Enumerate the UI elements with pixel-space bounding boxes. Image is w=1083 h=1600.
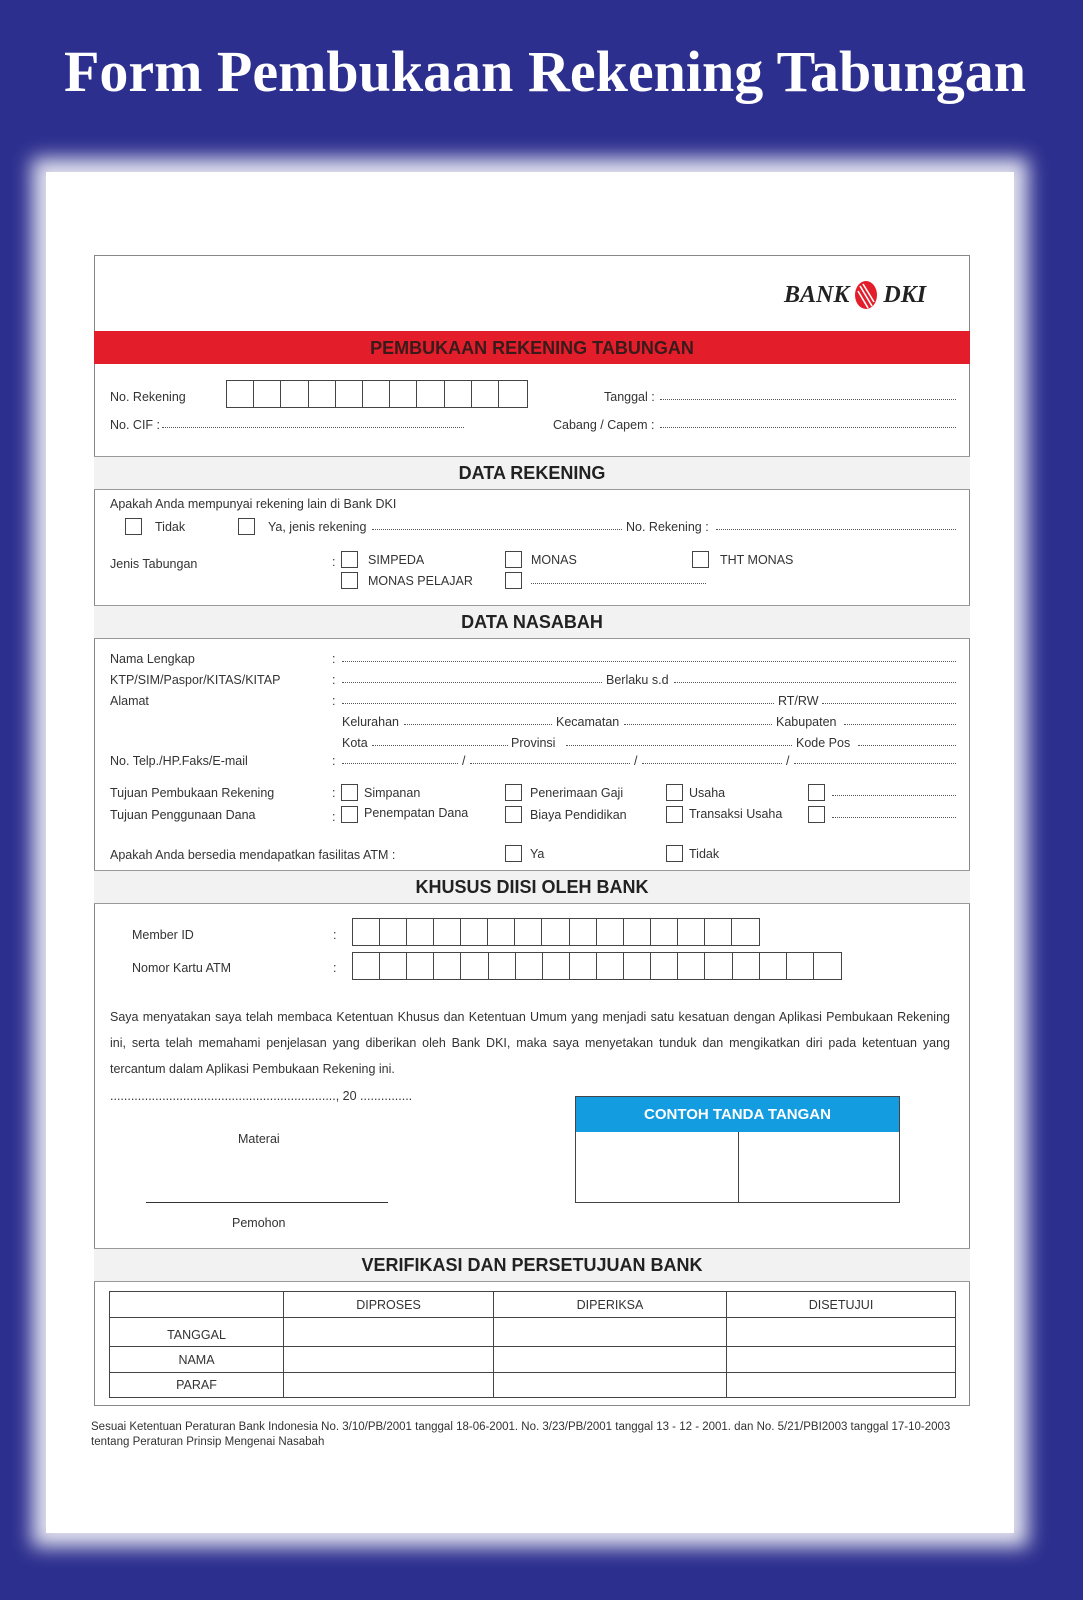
ya-checkbox[interactable] <box>238 518 255 535</box>
kelurahan-field[interactable] <box>404 723 552 725</box>
row-header: PARAF <box>110 1373 284 1398</box>
form-title-bar: PEMBUKAAN REKENING TABUNGAN <box>94 331 970 364</box>
bank-dki-logo <box>784 280 926 310</box>
kota-field[interactable] <box>372 744 508 746</box>
simpanan-checkbox[interactable] <box>341 784 358 801</box>
telp-label: No. Telp./HP.Faks/E-mail <box>110 754 248 768</box>
kabupaten-field[interactable] <box>844 723 956 725</box>
no-cif-field[interactable] <box>162 426 464 428</box>
transaksi-usaha-label: Transaksi Usaha <box>689 807 783 821</box>
biaya-pendidikan-checkbox[interactable] <box>505 806 522 823</box>
section-data-rekening: DATA REKENING <box>94 456 970 490</box>
monas-label: MONAS <box>531 553 577 567</box>
no-rekening-label: No. Rekening <box>110 390 186 404</box>
kodepos-field[interactable] <box>858 744 956 746</box>
other-no-rekening-field[interactable] <box>716 528 956 530</box>
atm-tidak-checkbox[interactable] <box>666 845 683 862</box>
slash: / <box>462 754 466 768</box>
alamat-field[interactable] <box>342 702 774 704</box>
other-tujuan-field[interactable] <box>832 794 956 796</box>
hp-field[interactable] <box>470 762 630 764</box>
kecamatan-label: Kecamatan <box>556 715 620 729</box>
colon: : <box>332 786 336 800</box>
statement-text: Saya menyatakan saya telah membaca Ketentuan Khusus dan Ketentuan Umum yang menjadi satu kesatuan dengan Aplikasi Pembukaan Rekening ini, serta telah memahami penjelasan yang diberikan oleh Bank DKI, maka saya menyetakan tunduk dan mengikatkan diri pada ketentuan yang tercantum dalam Aplikasi Pembukaan Rekening ini. <box>110 1010 950 1076</box>
column-header: DISETUJUI <box>727 1292 956 1318</box>
colon: : <box>332 673 336 687</box>
kartu-atm-label: Nomor Kartu ATM <box>132 961 232 975</box>
colon: : <box>332 754 336 768</box>
tidak-checkbox[interactable] <box>125 518 142 535</box>
no-cif-label: No. CIF : <box>110 418 161 432</box>
kartu-atm-boxes[interactable] <box>352 952 842 980</box>
other-account-question: Apakah Anda mempunyai rekening lain di Bank DKI <box>110 497 397 511</box>
simpeda-checkbox[interactable] <box>341 551 358 568</box>
sample-signature-header: CONTOH TANDA TANGAN <box>576 1097 899 1132</box>
colon: : <box>333 961 337 975</box>
logo-emblem-icon <box>853 280 879 310</box>
tujuan-penggunaan-label: Tujuan Penggunaan Dana <box>110 808 256 822</box>
table-cell[interactable] <box>494 1318 727 1347</box>
penempatan-dana-label: Penempatan Dana <box>364 806 469 820</box>
penerimaan-gaji-label: Penerimaan Gaji <box>530 786 624 800</box>
nama-label: Nama Lengkap <box>110 652 195 666</box>
page-title: Form Pembukaan Rekening Tabungan <box>63 39 1027 104</box>
table-cell[interactable] <box>494 1347 727 1373</box>
rtrw-field[interactable] <box>822 702 956 704</box>
colon: : <box>333 928 337 942</box>
atm-tidak-label: Tidak <box>689 847 720 861</box>
table-cell[interactable] <box>284 1318 494 1347</box>
provinsi-field[interactable] <box>566 744 792 746</box>
row-header: NAMA <box>110 1347 284 1373</box>
cabang-label: Cabang / Capem : <box>553 418 655 432</box>
table-cell[interactable] <box>727 1318 956 1347</box>
jenis-tabungan-label: Jenis Tabungan <box>110 557 198 571</box>
email-field[interactable] <box>794 762 956 764</box>
monas-pelajar-label: MONAS PELAJAR <box>368 574 473 588</box>
provinsi-label: Provinsi <box>511 736 556 750</box>
table-cell[interactable] <box>727 1373 956 1398</box>
slash: / <box>634 754 638 768</box>
other-penggunaan-field[interactable] <box>832 816 956 818</box>
atm-ya-label: Ya <box>530 847 545 861</box>
signature-divider <box>738 1132 739 1202</box>
penerimaan-gaji-checkbox[interactable] <box>505 784 522 801</box>
signature-line <box>146 1202 388 1203</box>
atm-question: Apakah Anda bersedia mendapatkan fasilitas ATM : <box>110 848 396 862</box>
cabang-field[interactable] <box>660 426 956 428</box>
table-cell[interactable] <box>727 1347 956 1373</box>
kota-label: Kota <box>342 736 368 750</box>
table-cell[interactable] <box>284 1373 494 1398</box>
no-rekening-boxes[interactable] <box>226 380 528 408</box>
berlaku-label: Berlaku s.d <box>606 673 669 687</box>
logo-text-bank: BANK <box>784 281 850 308</box>
empty-cell <box>110 1292 284 1318</box>
atm-ya-checkbox[interactable] <box>505 845 522 862</box>
colon: : <box>332 810 336 824</box>
verification-table <box>109 1291 956 1398</box>
member-id-label: Member ID <box>132 928 194 942</box>
jenis-rekening-field[interactable] <box>372 528 622 530</box>
usaha-checkbox[interactable] <box>666 784 683 801</box>
section-khusus-bank: KHUSUS DIISI OLEH BANK <box>94 870 970 904</box>
section-verifikasi: VERIFIKASI DAN PERSETUJUAN BANK <box>94 1248 970 1282</box>
logo-text-dki: DKI <box>883 281 927 308</box>
telp-field[interactable] <box>342 762 458 764</box>
tht-monas-checkbox[interactable] <box>692 551 709 568</box>
kabupaten-label: Kabupaten <box>776 715 837 729</box>
penempatan-dana-checkbox[interactable] <box>341 806 358 823</box>
other-tabungan-checkbox[interactable] <box>505 572 522 589</box>
simpeda-label: SIMPEDA <box>368 553 425 567</box>
nama-field[interactable] <box>342 660 956 662</box>
column-header: DIPROSES <box>284 1292 494 1318</box>
pemohon-label: Pemohon <box>232 1216 286 1230</box>
colon: : <box>332 555 336 569</box>
colon: : <box>332 652 336 666</box>
tanggal-field[interactable] <box>660 398 956 400</box>
kelurahan-label: Kelurahan <box>342 715 399 729</box>
faks-field[interactable] <box>642 762 782 764</box>
biaya-pendidikan-label: Biaya Pendidikan <box>530 808 627 822</box>
tidak-label: Tidak <box>155 520 186 534</box>
berlaku-field[interactable] <box>674 681 956 683</box>
tht-monas-label: THT MONAS <box>720 553 794 567</box>
colon: : <box>332 694 336 708</box>
simpanan-label: Simpanan <box>364 786 421 800</box>
kodepos-label: Kode Pos <box>796 736 851 750</box>
transaksi-usaha-checkbox[interactable] <box>666 806 683 823</box>
usaha-label: Usaha <box>689 786 726 800</box>
other-tabungan-field[interactable] <box>531 582 706 584</box>
other-no-rekening-label: No. Rekening : <box>626 520 709 534</box>
materai-label: Materai <box>238 1132 280 1146</box>
tujuan-pembukaan-label: Tujuan Pembukaan Rekening <box>110 786 275 800</box>
slash: / <box>786 754 790 768</box>
member-id-boxes[interactable] <box>352 918 760 946</box>
row-header: TANGGAL <box>110 1318 284 1347</box>
ktp-field[interactable] <box>342 681 602 683</box>
kecamatan-field[interactable] <box>624 723 772 725</box>
column-header: DIPERIKSA <box>494 1292 727 1318</box>
rtrw-label: RT/RW <box>778 694 819 708</box>
ktp-label: KTP/SIM/Paspor/KITAS/KITAP <box>110 673 281 687</box>
sample-signature-box <box>575 1096 900 1203</box>
monas-checkbox[interactable] <box>505 551 522 568</box>
other-penggunaan-checkbox[interactable] <box>808 806 825 823</box>
table-cell[interactable] <box>494 1373 727 1398</box>
tanggal-label: Tanggal : <box>604 390 655 404</box>
other-tujuan-checkbox[interactable] <box>808 784 825 801</box>
alamat-label: Alamat <box>110 694 149 708</box>
table-cell[interactable] <box>284 1347 494 1373</box>
ya-label: Ya, jenis rekening <box>268 520 367 534</box>
section-data-nasabah: DATA NASABAH <box>94 605 970 639</box>
monas-pelajar-checkbox[interactable] <box>341 572 358 589</box>
date-place-line[interactable]: ................................................................., 20 ............... <box>110 1089 413 1103</box>
footer-note: Sesuai Ketentuan Peraturan Bank Indonesia No. 3/10/PB/2001 tanggal 18-06-2001. No. 3/23/PB/2001 tanggal 13 - 12 - 2001. dan No. 5/21/PBI2003 tanggal 17-10-2003 tentang Peraturan Prinsip Mengenai Nasabah <box>91 1421 951 1448</box>
